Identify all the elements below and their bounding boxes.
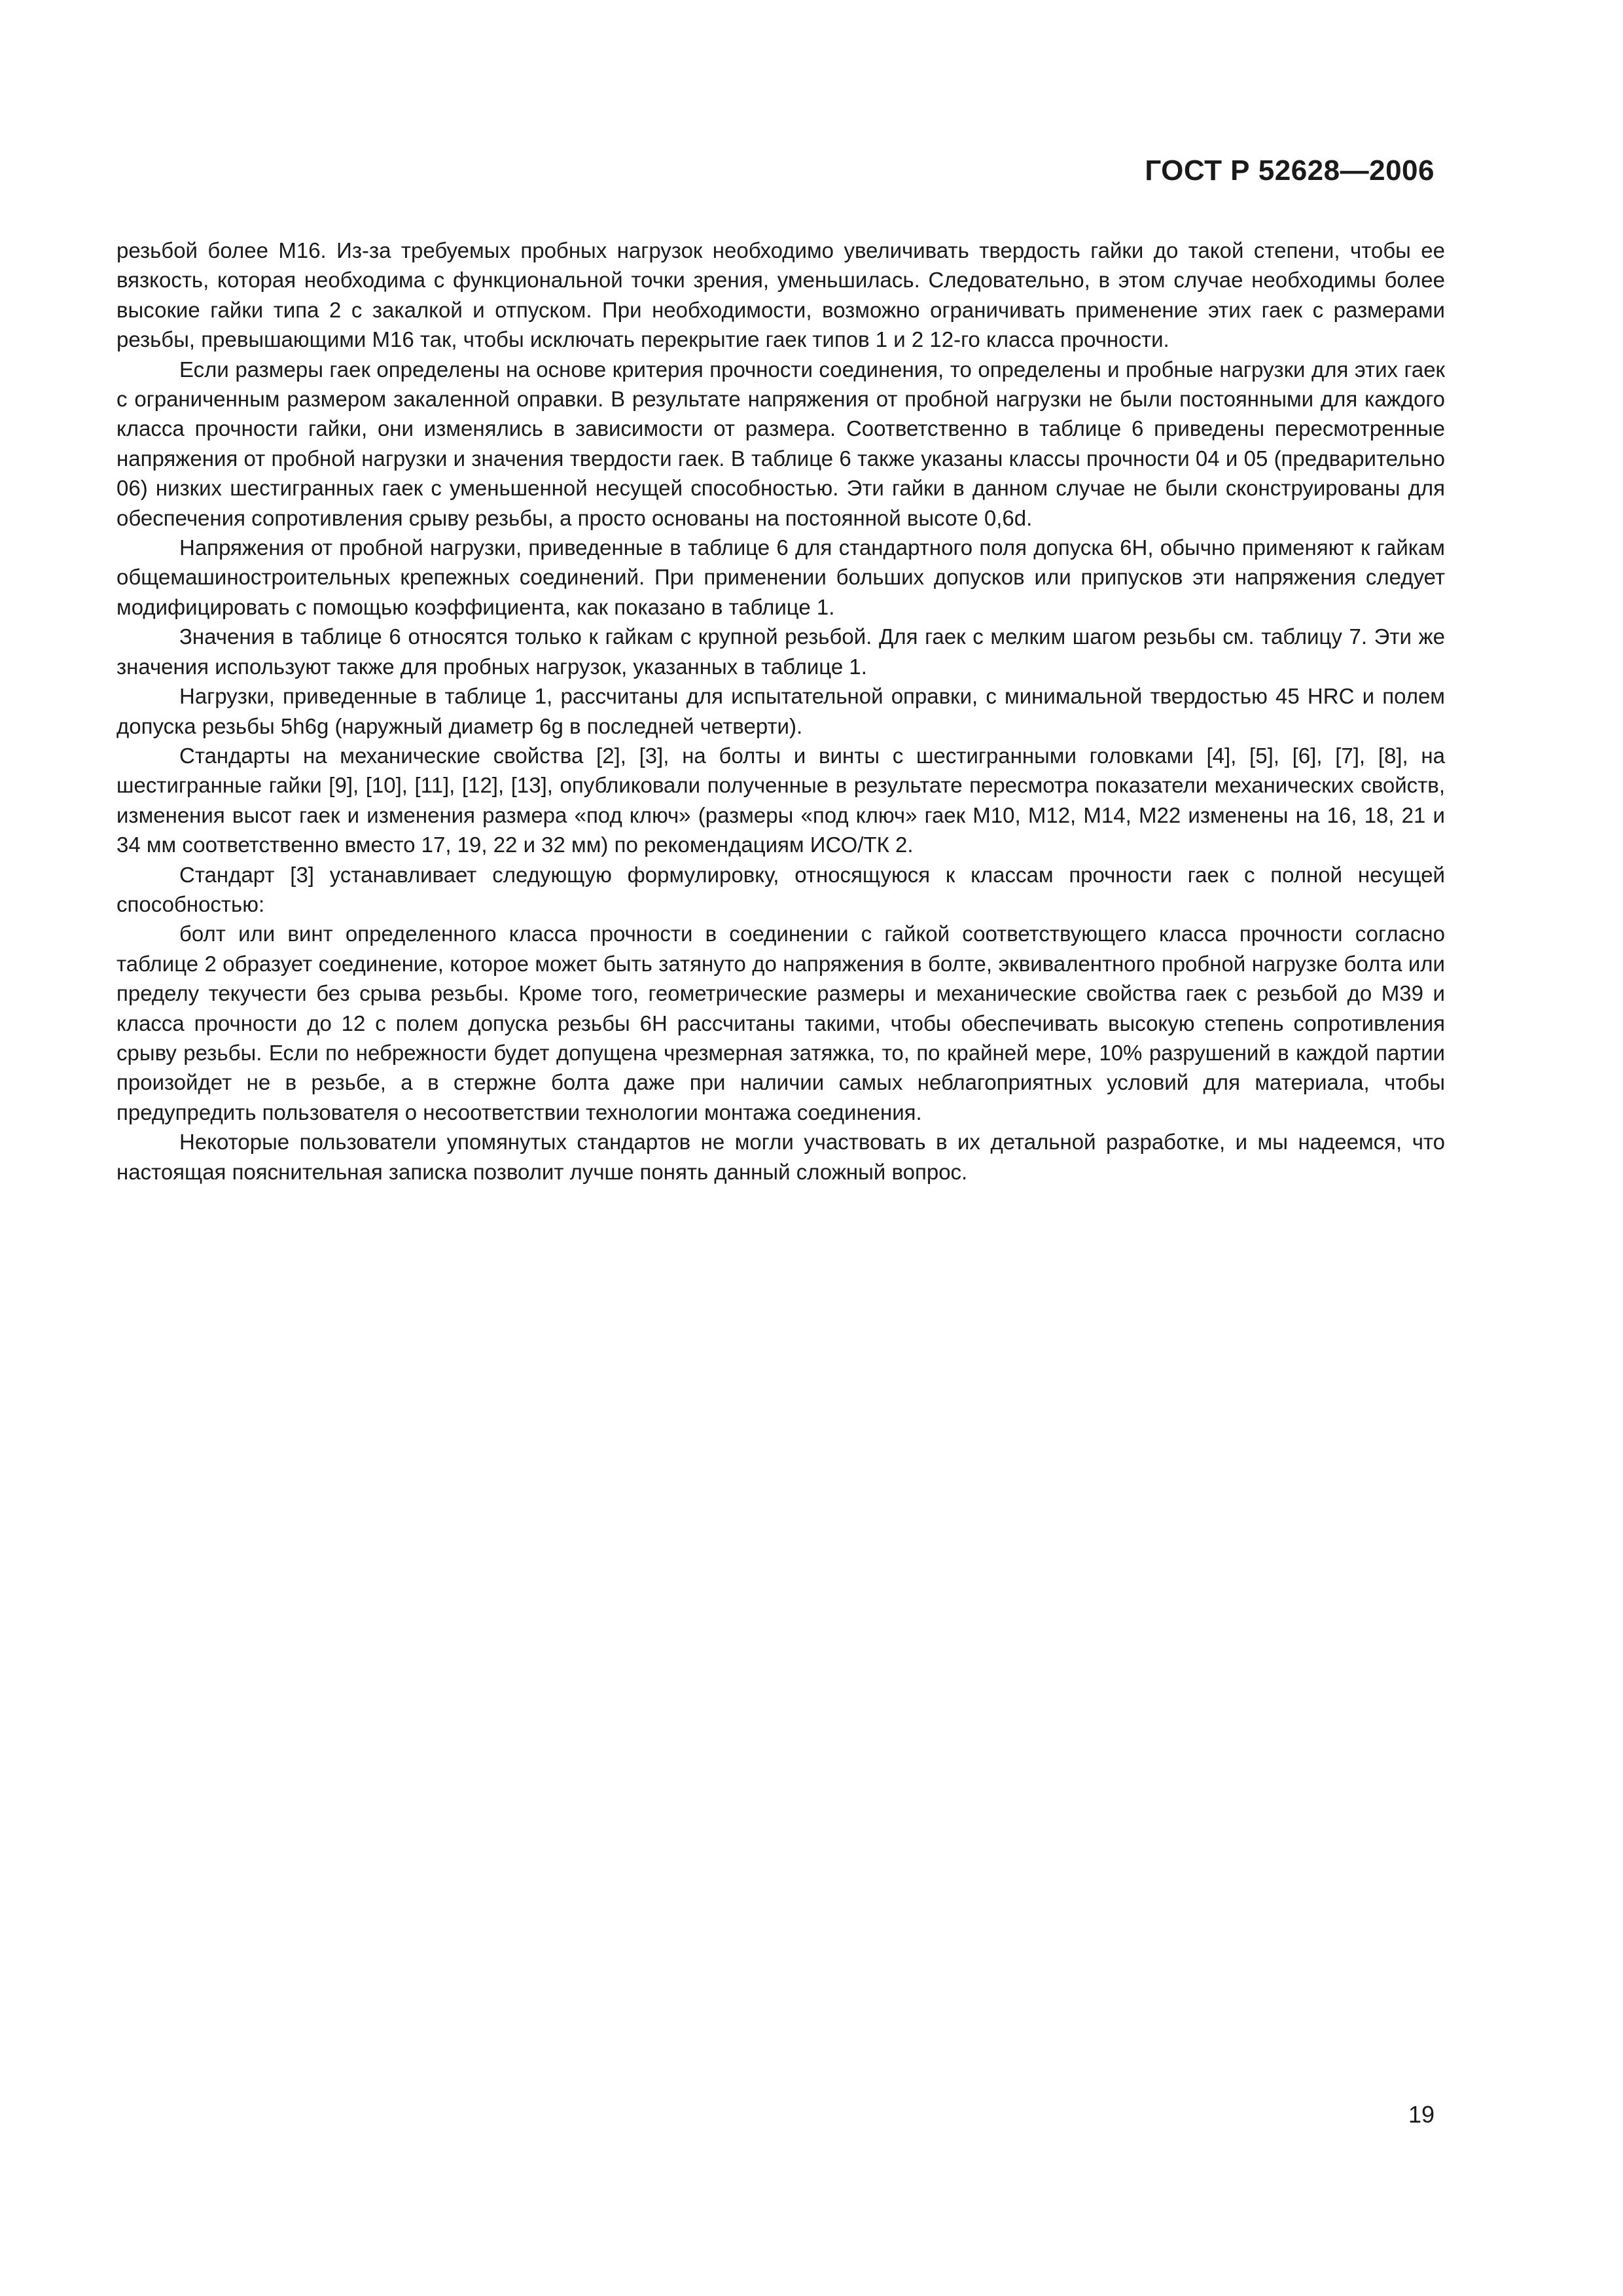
document-body [116,236,1445,1187]
paragraph: резьбой более М16. Из-за требуемых пробных нагрузок необходимо увеличивать твердость гайки до такой степени, чтобы ее вязкость, которая необходима с функциональной точки зрения, уменьшилась. Следовательно, в этом случае необходимы более высокие гайки типа 2 с закалкой и отпуском. При необходимости, возможно ограничивать применение этих гаек с размерами резьбы, превышающими М16 так, чтобы исключать перекрытие гаек типов 1 и 2 12-го класса прочности. [116,238,1445,352]
document-id-header: ГОСТ Р 52628—2006 [1145,154,1435,187]
paragraph: Если размеры гаек определены на основе критерия прочности соединения, то определены и пробные нагрузки для этих гаек с ограниченным размером закаленной оправки. В результате напряжения от пробной нагрузки не были постоянными для каждого класса прочности гайки, они изменялись в зависимости от размера. Соответственно в таблице 6 приведены пересмотренные напряжения от пробной нагрузки и значения твердости гаек. В таблице 6 также указаны классы прочности 04 и 05 (предварительно 06) низких шестигранных гаек с уменьшенной несущей способностью. Эти гайки в данном случае не были сконструированы для обеспечения сопротивления срыву резьбы, а просто основаны на постоянной высоте 0,6d. [116,357,1445,530]
paragraph: Напряжения от пробной нагрузки, приведенные в таблице 6 для стандартного поля допуска 6Н, обычно применяют к гайкам общемашиностроительных крепежных соединений. При применении больших допусков или припусков эти напряжения следует модифицировать с помощью коэффициента, как показано в таблице 1. [116,535,1445,619]
paragraph: Стандарт [3] устанавливает следующую формулировку, относящуюся к классам прочности гаек с полной несущей способностью: [116,862,1445,916]
paragraph: Нагрузки, приведенные в таблице 1, рассчитаны для испытательной оправки, с минимальной твердостью 45 HRC и полем допуска резьбы 5h6g (наружный диаметр 6g в последней четверти). [116,684,1445,738]
paragraph: Стандарты на механические свойства [2], [3], на болты и винты с шестигранными головками [4], [5], [6], [7], [8], на шестигранные гайки [9], [10], [11], [12], [13], опубликовали полученные в результате пересмотра показатели механических свойств, изменения высот гаек и изменения размера «под ключ» (размеры «под ключ» гаек М10, М12, М14, М22 изменены на 16, 18, 21 и 34 мм соответственно вместо 17, 19, 22 и 32 мм) по рекомендациям ИСО/ТК 2. [116,743,1445,857]
paragraph: Некоторые пользователи упомянутых стандартов не могли участвовать в их детальной разработке, и мы надеемся, что настоящая пояснительная записка позволит лучше понять данный сложный вопрос. [116,1130,1445,1184]
paragraph: болт или винт определенного класса прочности в соединении с гайкой соответствующего класса прочности согласно таблице 2 образует соединение, которое может быть затянуто до напряжения в болте, эквивалентного пробной нагрузке болта или пределу текучести без срыва резьбы. Кроме того, геометрические размеры и механические свойства гаек с резьбой до М39 и класса прочности до 12 с полем допуска резьбы 6Н рассчитаны такими, чтобы обеспечивать высокую степень сопротивления срыву резьбы. Если по небрежности будет допущена чрезмерная затяжка, то, по крайней мере, 10% разрушений в каждой партии произойдет не в резьбе, а в стержне болта даже при наличии самых неблагоприятных условий для материала, чтобы предупредить пользователя о несоответствии технологии монтажа соединения. [116,922,1445,1124]
paragraph: Значения в таблице 6 относятся только к гайкам с крупной резьбой. Для гаек с мелким шагом резьбы см. таблицу 7. Эти же значения используют также для пробных нагрузок, указанных в таблице 1. [116,624,1445,679]
page-number: 19 [1408,2101,1435,2128]
